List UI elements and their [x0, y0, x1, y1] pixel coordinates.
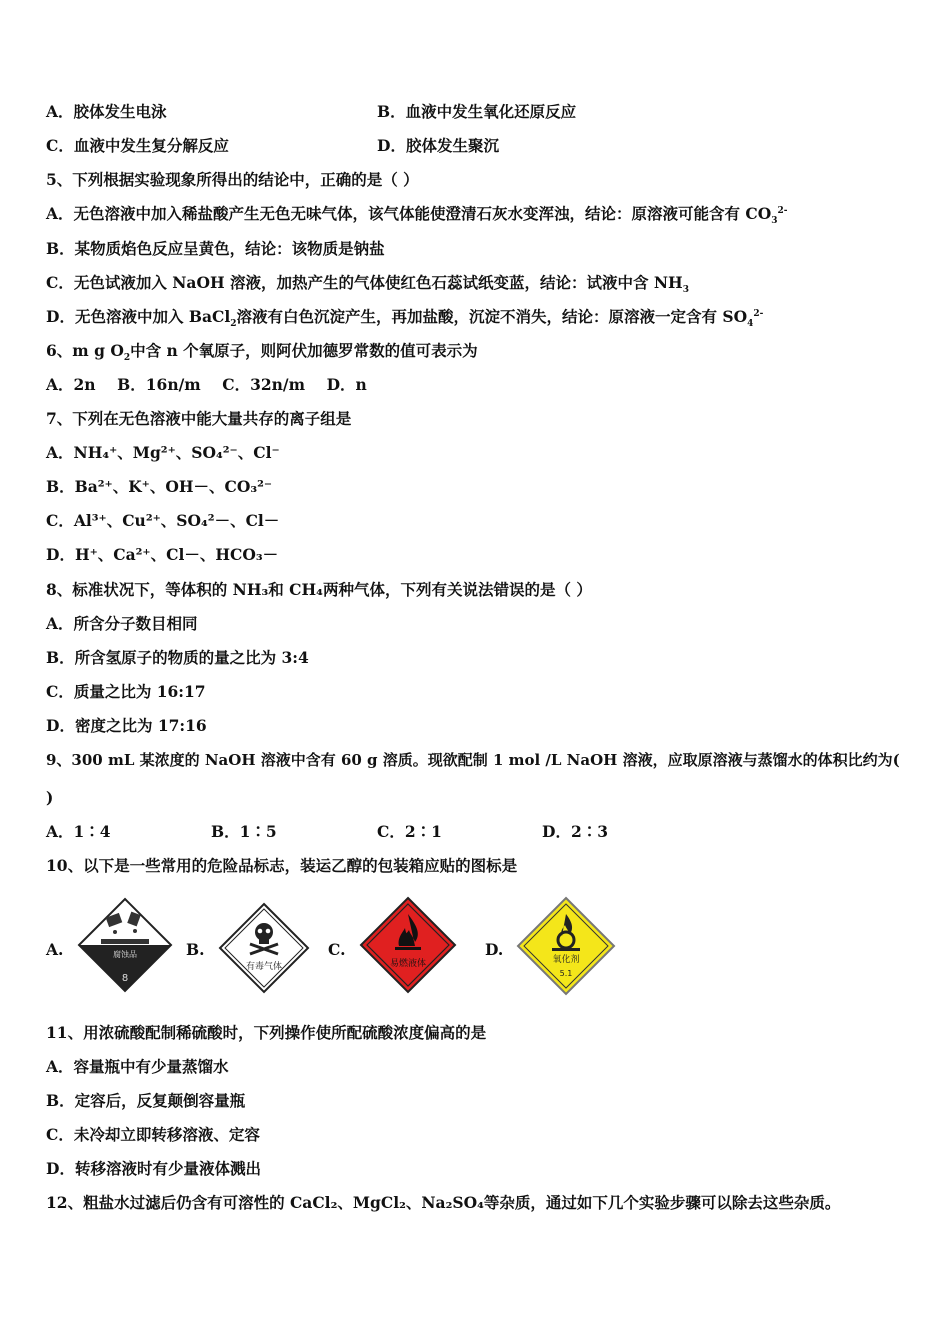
q7-option-a: A．NH₄⁺、Mg²⁺、SO₄²⁻、Cl⁻ — [46, 443, 280, 462]
q7-option-b: B．Ba²⁺、K⁺、OH－、CO₃²⁻ — [46, 477, 273, 496]
q8-option-c: C．质量之比为 16:17 — [46, 682, 206, 701]
sign-d-number: 5.1 — [559, 969, 573, 978]
flammable-liquid-sign-icon — [359, 896, 457, 994]
q4-option-d: D．胶体发生聚沉 — [377, 136, 499, 155]
q10-label-d: D. — [485, 940, 504, 959]
q9-option-c: C．2∶1 — [377, 822, 442, 841]
q9-option-b: B．1∶5 — [211, 822, 277, 841]
q8-option-a: A．所含分子数目相同 — [46, 614, 198, 633]
q9-option-a: A．1∶4 — [46, 822, 111, 841]
q4-option-a: A．胶体发生电泳 — [46, 102, 167, 121]
q11-option-a: A．容量瓶中有少量蒸馏水 — [46, 1057, 229, 1076]
q10-stem: 10、以下是一些常用的危险品标志，装运乙醇的包装箱应贴的图标是 — [46, 856, 518, 875]
q5-stem: 5、下列根据实验现象所得出的结论中，正确的是（ ） — [46, 170, 419, 189]
q7-stem: 7、下列在无色溶液中能大量共存的离子组是 — [46, 409, 352, 428]
q9-option-d: D．2∶3 — [542, 822, 609, 841]
corrosive-sign-icon — [77, 897, 173, 993]
q7-option-d: D．H⁺、Ca²⁺、Cl－、HCO₃－ — [46, 545, 279, 564]
oxidizer-sign-icon — [516, 896, 616, 996]
q11-option-d: D．转移溶液时有少量液体溅出 — [46, 1159, 261, 1178]
q11-option-c: C．未冷却立即转移溶液、定容 — [46, 1125, 260, 1144]
q6-options: A．2n B．16n/m C．32n/m D．n — [46, 375, 367, 394]
q5-option-a: A．无色溶液中加入稀盐酸产生无色无味气体，该气体能使澄清石灰水变浑浊，结论：原溶液可能含有 $CO_3^{2-}$ — [46, 204, 788, 227]
q5-option-b: B．某物质焰色反应呈黄色，结论：该物质是钠盐 — [46, 239, 385, 258]
svg-text:腐蚀品: 腐蚀品 — [113, 950, 137, 959]
q5-option-d: D．无色溶液中加入 BaCl$_2$溶液有白色沉淀产生，再加盐酸，沉淀不消失，结论：原溶液一定含有 $SO_4^{2-}$ — [46, 307, 764, 330]
q10-label-a: A. — [46, 940, 64, 959]
q11-stem: 11、用浓硫酸配制稀硫酸时，下列操作使所配硫酸浓度偏高的是 — [46, 1023, 487, 1042]
q8-option-b: B．所含氢原子的物质的量之比为 3:4 — [46, 648, 309, 667]
q5-option-c: C．无色试液加入 NaOH 溶液，加热产生的气体使红色石蕊试纸变蓝，结论：试液中含 $NH_3$ — [46, 273, 689, 296]
q8-option-d: D．密度之比为 17:16 — [46, 716, 207, 735]
q6-stem: 6、m g $O_2$中含 n 个氧原子，则阿伏加德罗常数的值可表示为 — [46, 341, 478, 364]
q4-option-b: B．血液中发生氧化还原反应 — [377, 102, 577, 121]
sign-a-number: 8 — [121, 973, 129, 984]
sign-d-text: 氧化剂 — [552, 955, 580, 965]
q10-label-b: B. — [186, 940, 205, 959]
q4-option-c: C．血液中发生复分解反应 — [46, 136, 229, 155]
q11-option-b: B．定容后，反复颠倒容量瓶 — [46, 1091, 246, 1110]
q12-stem: 12、粗盐水过滤后仍含有可溶性的 CaCl₂、MgCl₂、Na₂SO₄等杂质，通过如下几个实验步骤可以除去这些杂质。 — [46, 1193, 841, 1212]
q7-option-c: C．Al³⁺、Cu²⁺、SO₄²－、Cl－ — [46, 511, 280, 530]
q9-stem-line2: ) — [46, 788, 54, 807]
toxic-gas-sign-icon — [218, 902, 310, 994]
q10-label-c: C. — [328, 940, 346, 959]
sign-c-text: 易燃液体 — [389, 959, 427, 969]
q9-stem-line1: 9、300 mL 某浓度的 NaOH 溶液中含有 60 g 溶质。现欲配制 1 mol /L NaOH 溶液，应取原溶液与蒸馏水的体积比约为( — [46, 751, 900, 769]
q8-stem: 8、标准状况下，等体积的 NH₃和 CH₄两种气体，下列有关说法错误的是（ ） — [46, 580, 592, 599]
sign-b-text: 有毒气体 — [245, 962, 283, 972]
